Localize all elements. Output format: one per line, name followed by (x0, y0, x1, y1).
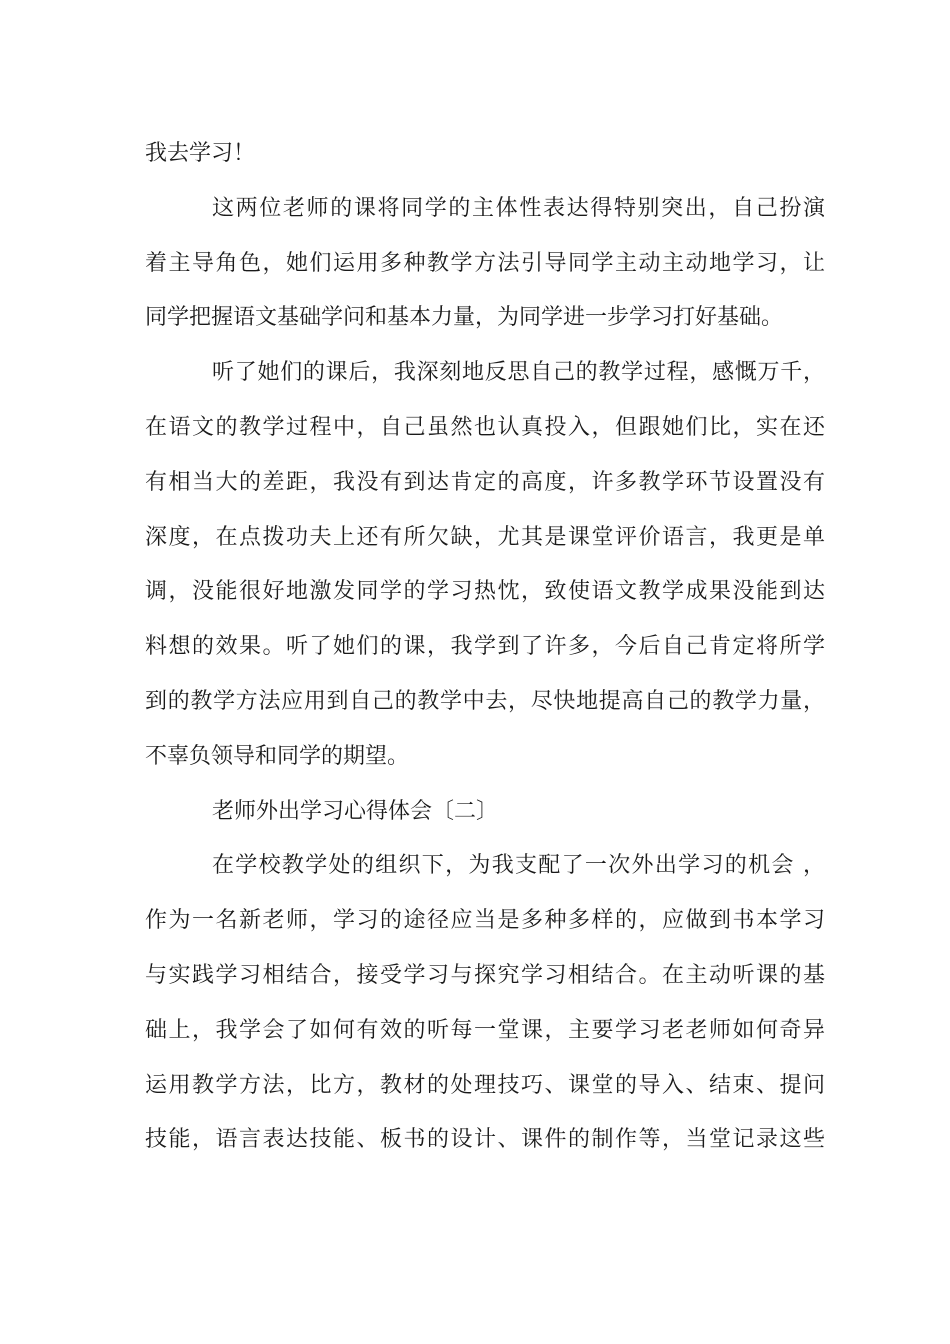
text-line: 着主导角色，她们运用多种教学方法引导同学主动主动地学习，让 (145, 250, 825, 276)
text-line: 在学校教学处的组织下，为我支配了一次外出学习的机会 ， (212, 853, 825, 879)
text-line: 与实践学习相结合，接受学习与探究学习相结合。在主动听课的基 (145, 962, 825, 988)
text-line: 技能，语言表达技能、板书的设计、课件的制作等，当堂记录这些 (145, 1127, 825, 1153)
text-line: 础上，我学会了如何有效的听每一堂课，主要学习老老师如何奇异 (145, 1017, 825, 1043)
text-line: 不辜负领导和同学的期望。 (145, 743, 410, 769)
text-line: 这两位老师的课将同学的主体性表达得特别突出，自己扮演 (212, 195, 825, 221)
text-line: 运用教学方法，比方，教材的处理技巧、课堂的导入、结束、提问 (145, 1072, 825, 1098)
document-body (145, 127, 825, 1168)
section-heading: 老师外出学习心得体会〔二〕 (212, 798, 499, 824)
text-line: 深度，在点拨功夫上还有所欠缺，尤其是课堂评价语言，我更是单 (145, 524, 825, 550)
text-line: 调，没能很好地激发同学的学习热忱，致使语文教学成果没能到达 (145, 579, 825, 605)
text-line: 到的教学方法应用到自己的教学中去，尽快地提高自己的教学力量， (145, 688, 825, 714)
text-line: 料想的效果。听了她们的课，我学到了许多，今后自己肯定将所学 (145, 634, 825, 660)
text-line: 有相当大的差距，我没有到达肯定的高度，许多教学环节设置没有 (145, 469, 825, 495)
text-line: 在语文的教学过程中，自己虽然也认真投入，但跟她们比，实在还 (145, 414, 825, 440)
text-line: 我去学习！ (145, 141, 256, 166)
text-line: 听了她们的课后，我深刻地反思自己的教学过程，感慨万千， (212, 360, 825, 386)
text-line: 同学把握语文基础学问和基本力量，为同学进一步学习打好基础。 (145, 305, 784, 331)
text-line: 作为一名新老师，学习的途径应当是多种多样的，应做到书本学习 (145, 908, 825, 934)
